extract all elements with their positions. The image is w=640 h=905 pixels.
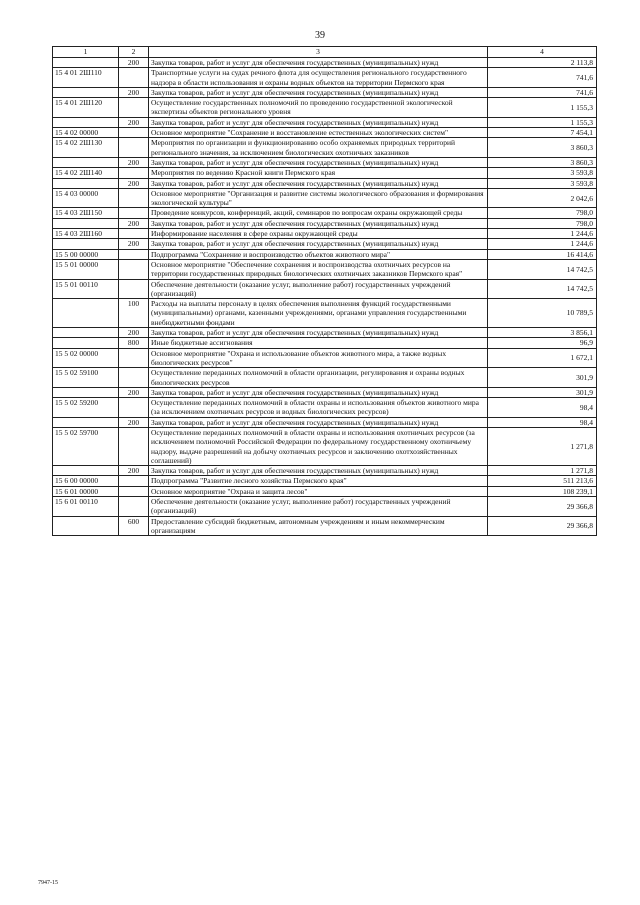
row-amount-cell: 29 366,8 (488, 516, 597, 536)
row-description-cell: Закупка товаров, работ и услуг для обеспечения государственных (муниципальных) нужд (149, 178, 488, 188)
row-amount-cell: 1 271,8 (488, 427, 597, 465)
table-row (53, 239, 597, 249)
table-body (53, 58, 597, 536)
row-expense-type-cell: 200 (119, 218, 149, 228)
row-description-cell: Закупка товаров, работ и услуг для обеспечения государственных (муниципальных) нужд (149, 58, 488, 68)
row-code-cell (53, 338, 119, 348)
table-row (53, 348, 597, 368)
row-amount-cell: 1 155,3 (488, 98, 597, 118)
row-code-cell (53, 417, 119, 427)
row-description-cell: Закупка товаров, работ и услуг для обеспечения государственных (муниципальных) нужд (149, 239, 488, 249)
row-description-cell: Иные бюджетные ассигнования (149, 338, 488, 348)
row-expense-type-cell: 800 (119, 338, 149, 348)
row-code-cell: 15 4 03 2Ш160 (53, 229, 119, 239)
row-code-cell: 15 5 02 00000 (53, 348, 119, 368)
column-header-amount: 4 (488, 47, 597, 58)
row-code-cell (53, 218, 119, 228)
table-row (53, 259, 597, 279)
table-row (53, 398, 597, 418)
row-expense-type-cell (119, 168, 149, 178)
row-code-cell (53, 387, 119, 397)
row-description-cell: Основное мероприятие "Охрана и защита лесов" (149, 486, 488, 496)
row-description-cell: Закупка товаров, работ и услуг для обеспечения государственных (муниципальных) нужд (149, 87, 488, 97)
row-description-cell: Мероприятия по организации и функционированию особо охраняемых природных территорий регионального значения, за исключением биологических охотничьих заказников (149, 138, 488, 158)
table-row (53, 368, 597, 388)
table-row (53, 328, 597, 338)
row-expense-type-cell: 200 (119, 117, 149, 127)
row-code-cell: 15 5 02 59200 (53, 398, 119, 418)
row-code-cell (53, 157, 119, 167)
row-code-cell: 15 4 03 00000 (53, 188, 119, 208)
column-header-description: 3 (149, 47, 488, 58)
row-expense-type-cell (119, 188, 149, 208)
table-row (53, 229, 597, 239)
row-description-cell: Обеспечение деятельности (оказание услуг, выполнение работ) государственных учреждений (организаций) (149, 497, 488, 517)
row-amount-cell: 1 155,3 (488, 117, 597, 127)
row-amount-cell: 3 860,3 (488, 157, 597, 167)
table-row (53, 427, 597, 465)
row-expense-type-cell: 200 (119, 466, 149, 476)
row-code-cell (53, 58, 119, 68)
row-amount-cell: 2 042,6 (488, 188, 597, 208)
table-row (53, 249, 597, 259)
row-description-cell: Мероприятия по ведению Красной книги Пермского края (149, 168, 488, 178)
row-description-cell: Информирование населения в сфере охраны окружающей среды (149, 229, 488, 239)
table-row (53, 466, 597, 476)
column-header-code: 1 (53, 47, 119, 58)
table-row (53, 516, 597, 536)
table-header-row (53, 47, 597, 58)
row-expense-type-cell (119, 476, 149, 486)
row-expense-type-cell: 200 (119, 239, 149, 249)
row-expense-type-cell (119, 259, 149, 279)
table-row (53, 117, 597, 127)
row-expense-type-cell (119, 68, 149, 88)
row-amount-cell: 3 856,1 (488, 328, 597, 338)
row-code-cell (53, 178, 119, 188)
row-code-cell: 15 4 02 2Ш140 (53, 168, 119, 178)
row-expense-type-cell: 200 (119, 328, 149, 338)
table-row (53, 299, 597, 328)
table-row (53, 208, 597, 218)
table-row (53, 387, 597, 397)
row-amount-cell: 108 239,1 (488, 486, 597, 496)
row-expense-type-cell (119, 249, 149, 259)
budget-table (52, 46, 597, 536)
table-row (53, 98, 597, 118)
column-header-expense-type: 2 (119, 47, 149, 58)
row-code-cell: 15 6 00 00000 (53, 476, 119, 486)
row-description-cell: Закупка товаров, работ и услуг для обеспечения государственных (муниципальных) нужд (149, 417, 488, 427)
row-description-cell: Основное мероприятие "Охрана и использование объектов животного мира, а также водных биологических ресурсов" (149, 348, 488, 368)
row-amount-cell: 2 113,8 (488, 58, 597, 68)
row-description-cell: Закупка товаров, работ и услуг для обеспечения государственных (муниципальных) нужд (149, 387, 488, 397)
row-expense-type-cell (119, 348, 149, 368)
row-description-cell: Закупка товаров, работ и услуг для обеспечения государственных (муниципальных) нужд (149, 466, 488, 476)
row-description-cell: Закупка товаров, работ и услуг для обеспечения государственных (муниципальных) нужд (149, 157, 488, 167)
row-expense-type-cell: 200 (119, 387, 149, 397)
row-description-cell: Основное мероприятие "Обеспечение сохранения и воспроизводства охотничьих ресурсов на территории государственных природных биологических охотничьих заказников Пермского края" (149, 259, 488, 279)
row-amount-cell: 1 244,6 (488, 229, 597, 239)
row-amount-cell: 29 366,8 (488, 497, 597, 517)
row-amount-cell: 3 860,3 (488, 138, 597, 158)
row-expense-type-cell: 200 (119, 157, 149, 167)
row-code-cell: 15 4 01 2Ш120 (53, 98, 119, 118)
row-amount-cell: 798,0 (488, 218, 597, 228)
table-row (53, 138, 597, 158)
row-amount-cell: 3 593,8 (488, 168, 597, 178)
row-description-cell: Предоставление субсидий бюджетным, автономным учреждениям и иным некоммерческим организациям (149, 516, 488, 536)
table-row (53, 87, 597, 97)
row-amount-cell: 3 593,8 (488, 178, 597, 188)
row-amount-cell: 7 454,1 (488, 128, 597, 138)
row-description-cell: Транспортные услуги на судах речного флота для осуществления регионального государственного надзора в области использования и охраны водных объектов на территории Пермского края (149, 68, 488, 88)
row-description-cell: Закупка товаров, работ и услуг для обеспечения государственных (муниципальных) нужд (149, 117, 488, 127)
row-amount-cell: 1 271,8 (488, 466, 597, 476)
row-code-cell (53, 466, 119, 476)
table-row (53, 128, 597, 138)
row-amount-cell: 1 672,1 (488, 348, 597, 368)
row-amount-cell: 10 789,5 (488, 299, 597, 328)
row-amount-cell: 14 742,5 (488, 279, 597, 299)
row-description-cell: Закупка товаров, работ и услуг для обеспечения государственных (муниципальных) нужд (149, 328, 488, 338)
row-description-cell: Закупка товаров, работ и услуг для обеспечения государственных (муниципальных) нужд (149, 218, 488, 228)
row-description-cell: Осуществление переданных полномочий в области охраны и использования охотничьих ресурсов (за исключением полномочий Российской Федерации по федеральному государственному охотничьему надзору, выдаче разрешений на добычу охотничьих ресурсов и заключению охотхозяйственных соглашений) (149, 427, 488, 465)
row-amount-cell: 741,6 (488, 87, 597, 97)
row-code-cell: 15 4 02 2Ш130 (53, 138, 119, 158)
row-expense-type-cell (119, 98, 149, 118)
row-code-cell: 15 6 01 00000 (53, 486, 119, 496)
row-description-cell: Основное мероприятие "Организация и развитие системы экологического образования и формирования экологической культуры" (149, 188, 488, 208)
row-code-cell: 15 5 02 59100 (53, 368, 119, 388)
table-row (53, 338, 597, 348)
row-expense-type-cell (119, 138, 149, 158)
row-amount-cell: 301,9 (488, 368, 597, 388)
row-code-cell: 15 4 02 00000 (53, 128, 119, 138)
row-code-cell: 15 4 03 2Ш150 (53, 208, 119, 218)
row-expense-type-cell (119, 427, 149, 465)
row-amount-cell: 98,4 (488, 417, 597, 427)
row-description-cell: Осуществление переданных полномочий в области организации, регулирования и охраны водных биологических ресурсов (149, 368, 488, 388)
table-row (53, 417, 597, 427)
row-description-cell: Осуществление переданных полномочий в области охраны и использования объектов животного мира (за исключением охотничьих ресурсов и водных биологических ресурсов) (149, 398, 488, 418)
row-description-cell: Подпрограмма "Развитие лесного хозяйства Пермского края" (149, 476, 488, 486)
row-expense-type-cell (119, 398, 149, 418)
row-expense-type-cell: 200 (119, 178, 149, 188)
row-amount-cell: 511 213,6 (488, 476, 597, 486)
row-amount-cell: 301,9 (488, 387, 597, 397)
row-expense-type-cell: 100 (119, 299, 149, 328)
row-expense-type-cell: 200 (119, 417, 149, 427)
row-code-cell (53, 239, 119, 249)
row-code-cell: 15 5 01 00110 (53, 279, 119, 299)
row-code-cell: 15 4 01 2Ш110 (53, 68, 119, 88)
row-code-cell: 15 6 01 00110 (53, 497, 119, 517)
row-description-cell: Подпрограмма "Сохранение и воспроизводство объектов животного мира" (149, 249, 488, 259)
row-expense-type-cell (119, 486, 149, 496)
table-row (53, 178, 597, 188)
footer-document-code: 7947-15 (38, 880, 58, 886)
table-row (53, 279, 597, 299)
row-code-cell (53, 328, 119, 338)
row-amount-cell: 14 742,5 (488, 259, 597, 279)
row-code-cell (53, 87, 119, 97)
table-row (53, 218, 597, 228)
row-expense-type-cell (119, 208, 149, 218)
row-amount-cell: 98,4 (488, 398, 597, 418)
table-row (53, 497, 597, 517)
row-description-cell: Основное мероприятие "Сохранение и восстановление естественных экологических систем" (149, 128, 488, 138)
row-description-cell: Расходы на выплаты персоналу в целях обеспечения выполнения функций государственными (муниципальными) органами, казенными учреждениями, органами управления государственными внебюджетными фондами (149, 299, 488, 328)
row-description-cell: Обеспечение деятельности (оказание услуг, выполнение работ) государственных учреждений (организаций) (149, 279, 488, 299)
table-row (53, 58, 597, 68)
row-expense-type-cell (119, 497, 149, 517)
row-expense-type-cell (119, 128, 149, 138)
row-code-cell: 15 5 00 00000 (53, 249, 119, 259)
table-row (53, 68, 597, 88)
table-row (53, 168, 597, 178)
table-row (53, 486, 597, 496)
row-expense-type-cell: 200 (119, 87, 149, 97)
row-expense-type-cell: 200 (119, 58, 149, 68)
row-code-cell: 15 5 01 00000 (53, 259, 119, 279)
page-number: 39 (315, 30, 325, 41)
row-amount-cell: 16 414,6 (488, 249, 597, 259)
table-row (53, 157, 597, 167)
table-row (53, 476, 597, 486)
row-description-cell: Осуществление государственных полномочий по проведению государственной экологической экспертизы объектов регионального уровня (149, 98, 488, 118)
row-expense-type-cell (119, 229, 149, 239)
row-code-cell (53, 299, 119, 328)
row-expense-type-cell: 600 (119, 516, 149, 536)
row-amount-cell: 741,6 (488, 68, 597, 88)
row-expense-type-cell (119, 279, 149, 299)
row-description-cell: Проведение конкурсов, конференций, акций, семинаров по вопросам охраны окружающей среды (149, 208, 488, 218)
row-code-cell: 15 5 02 59700 (53, 427, 119, 465)
row-expense-type-cell (119, 368, 149, 388)
row-code-cell (53, 516, 119, 536)
row-amount-cell: 798,0 (488, 208, 597, 218)
table-row (53, 188, 597, 208)
row-amount-cell: 96,9 (488, 338, 597, 348)
row-amount-cell: 1 244,6 (488, 239, 597, 249)
row-code-cell (53, 117, 119, 127)
